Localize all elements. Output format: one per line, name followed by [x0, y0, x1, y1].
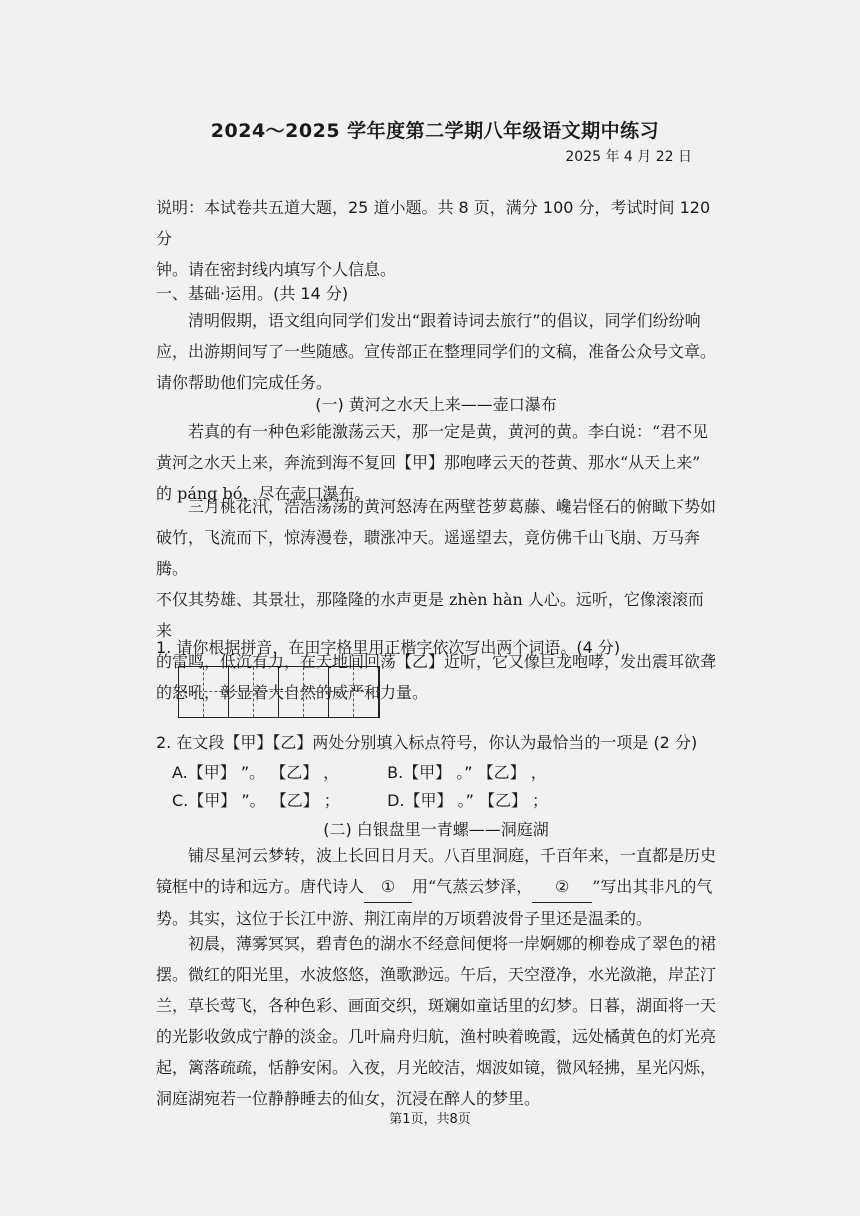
text-line: 三月桃花汛，浩浩荡荡的黄河怒涛在两壁苍萝葛藤、巉岩怪石的俯瞰下势如: [188, 497, 717, 516]
instructions-line: 钟。请在密封线内填写个人信息。: [156, 260, 397, 279]
option-d[interactable]: D.【甲】 。” 【乙】 ；: [387, 791, 549, 810]
options-row-1: [172, 760, 597, 783]
intro-line: 应，出游期间写了一些随感。宣传部正在整理同学们的文稿，准备公众号文章。: [156, 342, 717, 361]
text-line: 的怒吼，彰显着大自然的威严和力量。: [156, 683, 429, 702]
option-c[interactable]: C.【甲】 ”。 【乙】 ；: [172, 791, 340, 810]
question-1: 1. 请你根据拼音，在田字格里用正楷字依次写出两个词语。(4 分): [156, 638, 621, 657]
text-line: 的 páng bó，尽在壶口瀑布。: [156, 484, 371, 503]
part2-title: (二) 白银盘里一青螺——洞庭湖: [323, 820, 549, 839]
grid-cell[interactable]: [279, 667, 304, 717]
grid-cell[interactable]: [354, 667, 379, 717]
grid-cell[interactable]: [254, 667, 279, 717]
text-line: 的光影收敛成宁静的淡金。几叶扁舟归航，渔村映着晚霞，远处橘黄色的灯光亮: [156, 1027, 717, 1046]
text-line: [156, 871, 716, 903]
intro-line: 清明假期，语文组向同学们发出“跟着诗词去旅行”的倡议，同学们纷纷响: [188, 311, 701, 330]
grid-cell[interactable]: [304, 667, 329, 717]
text-line: 势。其实，这位于长江中游、荆江南岸的万顷碧波骨子里还是温柔的。: [156, 909, 653, 928]
text-line: 的雷鸣，低沉有力，在天地间回荡【乙】近听，它又像巨龙咆哮，发出震耳欲聋: [156, 652, 717, 671]
exam-title: 2024～2025 学年度第二学期八年级语文期中练习: [210, 120, 660, 142]
intro-line: 请你帮助他们完成任务。: [156, 373, 333, 392]
part2-paragraph-2: [156, 928, 716, 1114]
text-line: 摆。微红的阳光里，水波悠悠，渔歌渺远。午后，天空澄净，水光潋滟，岸芷汀: [156, 965, 717, 984]
exam-date: 2025 年 4 月 22 日: [565, 149, 692, 165]
section-intro: [156, 305, 716, 398]
text-line: 初晨，薄雾冥冥，碧青色的湖水不经意间便将一岸婀娜的柳卷成了翠色的裙: [188, 934, 717, 953]
part2-paragraph-1: [156, 840, 716, 934]
grid-cell[interactable]: [204, 667, 229, 717]
grid-cell[interactable]: [229, 667, 254, 717]
option-b[interactable]: B.【甲】 。” 【乙】 ，: [387, 763, 547, 782]
grid-cell[interactable]: [329, 667, 354, 717]
part1-title: (一) 黄河之水天上来——壶口瀑布: [315, 395, 557, 414]
text-line: 兰，草长莺飞，各种色彩、画面交织，斑斓如童话里的幻梦。日暮，湖面将一天: [156, 996, 717, 1015]
option-a[interactable]: A.【甲】 ”。 【乙】 ，: [172, 763, 340, 782]
text-line: 若真的有一种色彩能激荡云天，那一定是黄，黄河的黄。李白说：“君不见: [188, 422, 709, 441]
text-segment: 用“气蒸云梦泽，: [412, 877, 533, 896]
tianzige-grid[interactable]: [178, 666, 380, 718]
text-segment: 镜框中的诗和远方。唐代诗人: [156, 877, 365, 896]
fill-blank-2[interactable]: ②: [532, 871, 592, 903]
text-line: 洞庭湖宛若一位静静睡去的仙女，沉浸在醉人的梦里。: [156, 1089, 541, 1108]
options-row-2: [172, 788, 597, 811]
text-line: 铺尽星河云梦转，波上长回日月天。八百里洞庭，千百年来，一直都是历史: [188, 846, 717, 865]
question-2: 2. 在文段【甲】【乙】两处分别填入标点符号，你认为最恰当的一项是 (2 分): [156, 733, 698, 752]
instructions-line: 说明：本试卷共五道大题，25 道小题。共 8 页，满分 100 分，考试时间 120 分: [156, 198, 711, 248]
page-number: 第1页，共8页: [389, 1112, 471, 1127]
grid-cell[interactable]: [179, 667, 204, 717]
fill-blank-1[interactable]: ①: [364, 871, 412, 903]
text-line: 起，篱落疏疏，恬静安闲。入夜，月光皎洁，烟波如镜，微风轻拂，星光闪烁，: [156, 1058, 717, 1077]
text-line: 破竹，飞流而下，惊涛漫卷，聩涨冲天。遥遥望去，竟仿佛千山飞崩、万马奔腾。: [156, 528, 701, 578]
text-line: 不仅其势雄、其景壮，那隆隆的水声更是 zhèn hàn 人心。远听，它像滚滚而来: [156, 590, 704, 640]
text-line: 黄河之水天上来，奔流到海不复回【甲】那咆哮云天的苍黄、那水“从天上来”: [156, 453, 701, 472]
text-segment: ”写出其非凡的气: [592, 877, 713, 896]
grid-midline: [179, 691, 379, 692]
section-heading: 一、基础·运用。(共 14 分): [156, 284, 349, 303]
instructions: [156, 192, 716, 285]
